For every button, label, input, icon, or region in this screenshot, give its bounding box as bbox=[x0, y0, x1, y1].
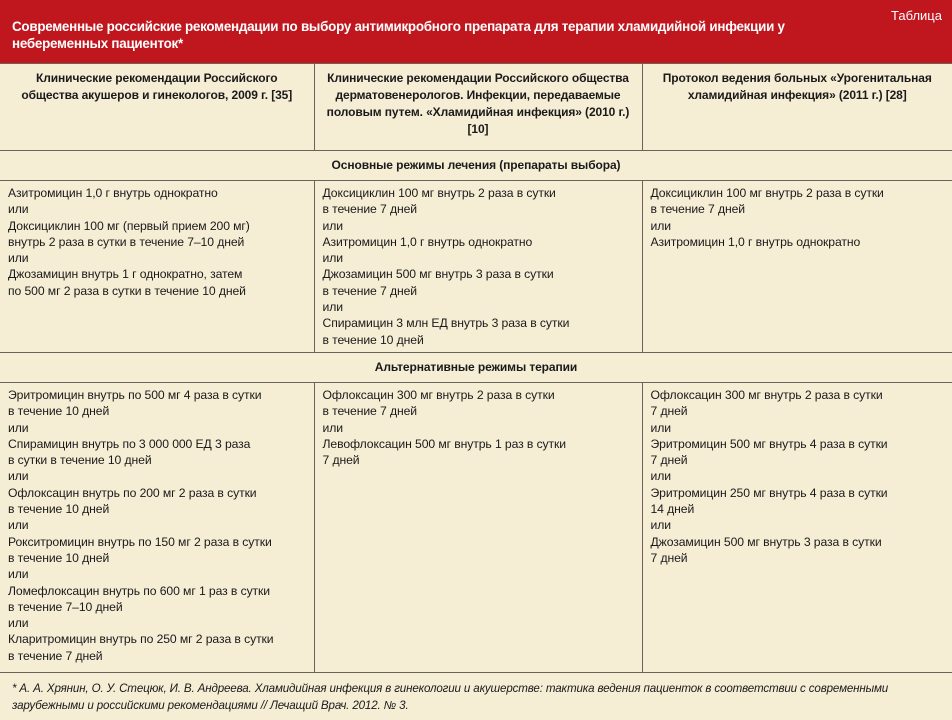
table-row bbox=[0, 181, 952, 353]
table-cell: Азитромицин 1,0 г внутрь однократно или Доксициклин 100 мг (первый прием 200 мг) внутрь 2 раза в сутки в течение 7–10 дней или Джозамицин внутрь 1 г однократно, затем по 500 мг 2 раза в сутки в течение 10 дней bbox=[0, 181, 314, 353]
column-header: Клинические рекомендации Российского общества дерматовенерологов. Инфекции, передаваемые половым путем. «Хламидийная инфекция» (2010 г.) [10] bbox=[314, 64, 642, 151]
column-header: Клинические рекомендации Российского общества акушеров и гинекологов, 2009 г. [35] bbox=[0, 64, 314, 151]
table-cell: Доксициклин 100 мг внутрь 2 раза в сутки в течение 7 дней или Азитромицин 1,0 г внутрь однократно bbox=[642, 181, 952, 353]
section-row bbox=[0, 151, 952, 181]
column-header-row bbox=[0, 64, 952, 151]
table-header bbox=[0, 0, 952, 63]
table-cell: Эритромицин внутрь по 500 мг 4 раза в сутки в течение 10 дней или Спирамицин внутрь по 3 000 000 ЕД 3 раза в сутки в течение 10 дней или Офлоксацин внутрь по 200 мг 2 раза в сутки в течение 10 дней или Рокситромицин внутрь по 150 мг 2 раза в сутки в течение 10 дней или Ломефлоксацин внутрь по 600 мг 1 раз в сутки в течение 7–10 дней или Кларитромицин внутрь по 250 мг 2 раза в сутки в течение 7 дней bbox=[0, 382, 314, 672]
section-title-main: Основные режимы лечения (препараты выбора) bbox=[0, 151, 952, 181]
column-header: Протокол ведения больных «Урогенитальная хламидийная инфекция» (2011 г.) [28] bbox=[642, 64, 952, 151]
table-cell: Доксициклин 100 мг внутрь 2 раза в сутки в течение 7 дней или Азитромицин 1,0 г внутрь однократно или Джозамицин 500 мг внутрь 3 раза в сутки в течение 7 дней или Спирамицин 3 млн ЕД внутрь 3 раза в сутки в течение 10 дней bbox=[314, 181, 642, 353]
table-row bbox=[0, 382, 952, 672]
recommendations-table bbox=[0, 63, 952, 673]
table-cell: Офлоксацин 300 мг внутрь 2 раза в сутки в течение 7 дней или Левофлоксацин 500 мг внутрь 1 раз в сутки 7 дней bbox=[314, 382, 642, 672]
table-label: Таблица bbox=[891, 8, 942, 23]
footnote: * А. А. Хрянин, О. У. Стецюк, И. В. Андреева. Хламидийная инфекция в гинекологии и акушерстве: тактика ведения пациенток в соответствии с современными зарубежными и российскими рекомендациями // Лечащий Врач. 2012. № 3. bbox=[12, 682, 889, 712]
section-title-alternative: Альтернативные режимы терапии bbox=[0, 352, 952, 382]
table-title: Современные российские рекомендации по выбору антимикробного препарата для терапии хламидийной инфекции у небеременных пациенток* bbox=[12, 19, 785, 51]
table-cell: Офлоксацин 300 мг внутрь 2 раза в сутки 7 дней или Эритромицин 500 мг внутрь 4 раза в сутки 7 дней или Эритромицин 250 мг внутрь 4 раза в сутки 14 дней или Джозамицин 500 мг внутрь 3 раза в сутки 7 дней bbox=[642, 382, 952, 672]
section-row bbox=[0, 352, 952, 382]
